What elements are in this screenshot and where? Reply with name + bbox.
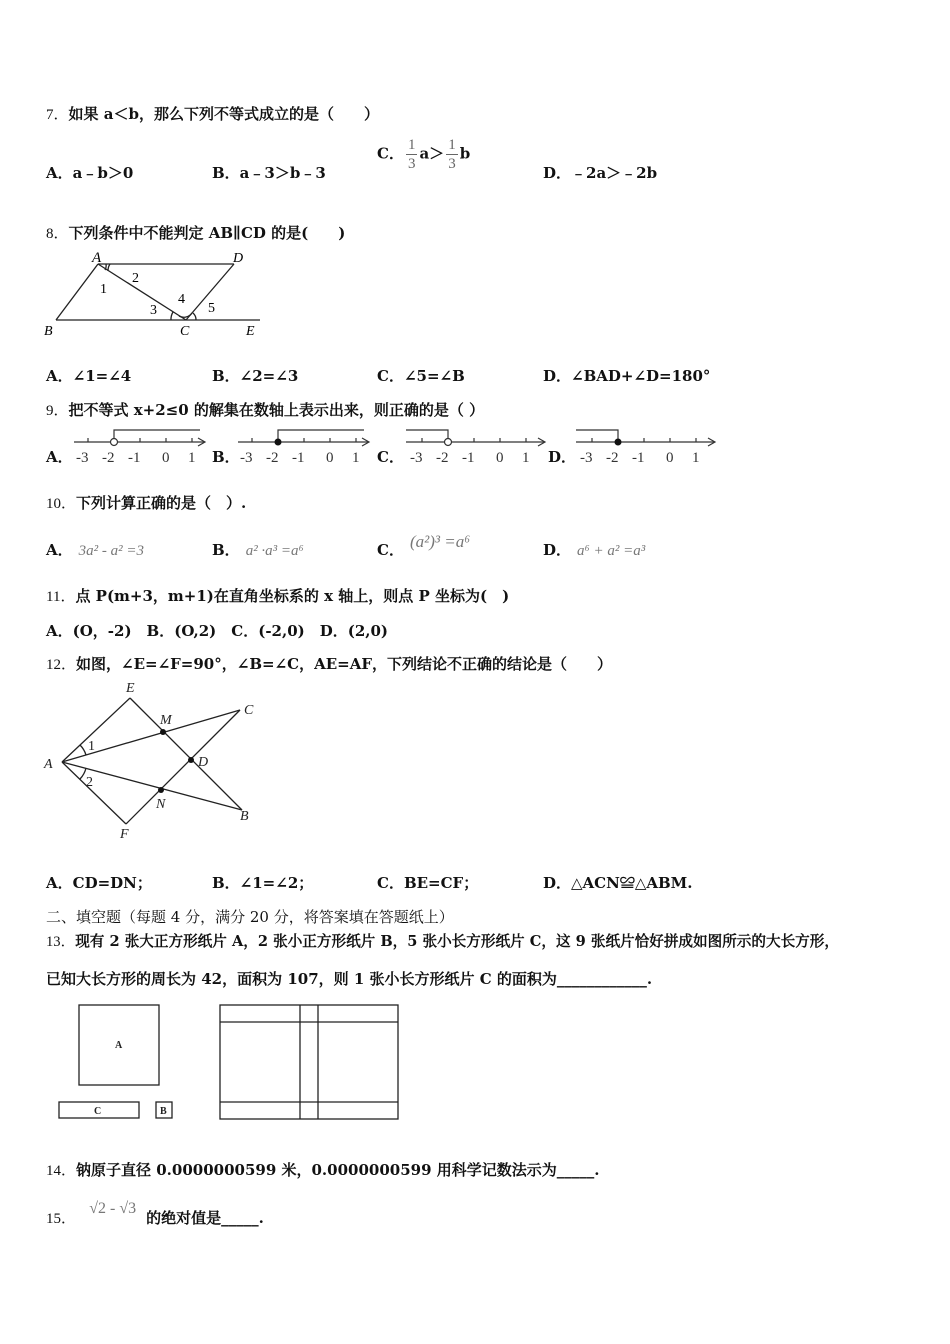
q8-angle-arc-5 <box>193 313 196 320</box>
q8-label: E <box>246 324 255 339</box>
q14-text: 钠原子直径 0.0000000599 米，0.0000000599 用科学记数法示为_____. <box>76 1161 600 1179</box>
tick-label: -1 <box>632 450 645 466</box>
q9-option-b-label: B． <box>212 448 240 466</box>
tick-label: 0 <box>496 450 504 466</box>
q8-option-d: D．∠BAD+∠D=180° <box>543 367 711 385</box>
q12-label: A <box>44 757 53 772</box>
closed-dot <box>615 439 622 446</box>
q9-option-a-label: A． <box>46 448 73 466</box>
q7-option-c-mid: a＞ <box>419 144 445 163</box>
q9-stem <box>46 399 484 420</box>
q8-label: 1 <box>100 282 107 297</box>
q10-option-b-label: B． <box>212 541 240 559</box>
q15-expression: √2 - √3 <box>89 1200 137 1217</box>
point-n <box>158 787 164 793</box>
q9-option-c-label: C． <box>377 448 404 466</box>
tick-label: -2 <box>436 450 449 466</box>
q11-text: 点 P(m+3，m+1)在直角坐标系的 x 轴上，则点 P 坐标为( ) <box>75 587 510 605</box>
q7-option-c-fraction-1: $\frac{1}{3}$ <box>407 137 416 172</box>
tick-label: 0 <box>162 450 170 466</box>
q10-option-b <box>212 539 304 560</box>
q14-stem <box>46 1159 599 1180</box>
q7-number: 7． <box>46 107 69 123</box>
q9-number-line-b <box>234 424 374 466</box>
q12-option-d: D．△ACN≌△ABM. <box>543 874 693 892</box>
tick-label: -2 <box>102 450 115 466</box>
q10-option-d-expr: a⁶ + a² =a³ <box>577 543 646 559</box>
q9-number-line-a <box>70 424 210 466</box>
q8-option-a: A．∠1=∠4 <box>46 367 132 385</box>
q12-option-b: B．∠1=∠2； <box>212 874 314 892</box>
q8-line-ac <box>98 264 186 320</box>
q12-label: C <box>244 703 254 718</box>
q12-stem <box>46 653 612 674</box>
q8-angle-arc-1 <box>105 264 106 270</box>
q7-option-c-fraction-2: $\frac{1}{3}$ <box>448 137 456 172</box>
q7-option-d: D．﹣2a＞﹣2b <box>543 164 658 182</box>
tick-label: -3 <box>240 450 253 466</box>
q13-figure <box>56 1000 406 1124</box>
q12-label: 1 <box>88 739 95 754</box>
q12-label: B <box>240 809 249 824</box>
q8-label: D <box>233 251 244 266</box>
open-dot <box>445 439 452 446</box>
square-b-label: B <box>160 1106 167 1117</box>
q12-option-a: A．CD=DN； <box>46 874 152 892</box>
tick-label: -2 <box>266 450 279 466</box>
q14-number: 14． <box>46 1163 77 1179</box>
q11-options: A．(O，-2) B．(O,2) C．(-2,0) D．(2,0) <box>46 622 389 640</box>
q13-line-1: 现有 2 张大正方形纸片 A，2 张小正方形纸片 B，5 张小长方形纸片 C，这 9 张纸片恰好拼成如图所示的大长方形， <box>75 933 839 950</box>
q8-option-c: C．∠5=∠B <box>377 367 465 385</box>
q9-text: 把不等式 x+2≤0 的解集在数轴上表示出来，则正确的是（ ） <box>68 401 485 419</box>
q9-number-line-c <box>402 424 550 466</box>
q13-number: 13． <box>46 934 76 950</box>
q11-stem <box>46 585 509 606</box>
q8-label: A <box>92 250 102 266</box>
section-2-title: 二、填空题（每题 4 分，满分 20 分，将答案填在答题纸上） <box>46 908 454 926</box>
q7-text: 如果 a＜b，那么下列不等式成立的是（ ） <box>68 105 379 123</box>
q8-angle-arc-2 <box>108 264 110 271</box>
q10-stem <box>46 492 246 513</box>
q7-option-c <box>377 136 470 173</box>
q12-label: M <box>160 713 172 728</box>
q8-option-b: B．∠2=∠3 <box>212 367 299 385</box>
q8-figure <box>40 246 270 342</box>
q12-label: E <box>126 681 135 696</box>
q8-line-ab <box>56 264 98 320</box>
q10-option-a-label: A． <box>46 541 73 559</box>
rect-c-label: C <box>94 1106 102 1117</box>
q12-label: N <box>156 797 166 812</box>
tick-label: -3 <box>580 450 593 466</box>
q8-label: 5 <box>208 301 215 316</box>
q12-option-c: C．BE=CF； <box>377 874 479 892</box>
q8-angle-arc-4 <box>179 313 192 317</box>
q13-line-2: 已知大长方形的周长为 42，面积为 107，则 1 张小长方形纸片 C 的面积为____________. <box>46 970 653 988</box>
square-a-label: A <box>115 1040 123 1051</box>
q11-number: 11． <box>46 589 76 605</box>
q8-label: B <box>44 324 53 339</box>
point-d <box>188 757 194 763</box>
q8-stem <box>46 222 345 243</box>
q12-label: D <box>198 755 209 770</box>
tick-label: 1 <box>188 450 196 466</box>
q8-angle-arc-3 <box>171 312 173 320</box>
q7-option-c-label: C． <box>377 144 404 163</box>
q10-option-d-label: D． <box>543 541 572 559</box>
tick-label: 1 <box>692 450 700 466</box>
q8-label: 4 <box>178 292 185 307</box>
q9-number-line-d <box>572 424 720 466</box>
q8-label: 3 <box>150 303 157 318</box>
tick-label: -3 <box>410 450 423 466</box>
q8-number: 8． <box>46 226 69 242</box>
q10-option-c-label: C． <box>377 541 404 559</box>
q12-number: 12． <box>46 657 77 673</box>
q10-number: 10． <box>46 496 77 512</box>
tick-label: -1 <box>128 450 141 466</box>
tick-label: 1 <box>522 450 530 466</box>
q15-number: 15． <box>46 1211 77 1227</box>
q12-figure <box>40 678 270 844</box>
q12-label: 2 <box>86 775 93 790</box>
q8-label: 2 <box>132 271 139 286</box>
q15-stem <box>46 1200 264 1228</box>
q7-option-a: A．a﹣b＞0 <box>46 164 134 182</box>
tick-label: -3 <box>76 450 89 466</box>
q10-option-a-expr: 3a² - a² =3 <box>78 543 145 559</box>
tick-label: -2 <box>606 450 619 466</box>
q10-option-d <box>543 539 645 560</box>
open-dot <box>111 439 118 446</box>
q12-angle-arc-1 <box>80 745 86 755</box>
tick-label: -1 <box>462 450 475 466</box>
q7-stem <box>46 103 379 124</box>
q12-line-af <box>62 762 126 824</box>
q13-stem-line-1 <box>46 930 839 951</box>
q10-text: 下列计算正确的是（ ）. <box>76 494 247 512</box>
q10-option-b-expr: a² ·a³ =a⁶ <box>245 543 304 559</box>
q9-option-d-label: D． <box>548 448 577 466</box>
q7-option-c-end: b <box>459 144 471 163</box>
tick-label: -1 <box>292 450 305 466</box>
q10-option-a <box>46 539 144 560</box>
q12-label: F <box>120 827 129 842</box>
q9-number: 9． <box>46 403 69 419</box>
tick-label: 1 <box>352 450 360 466</box>
point-m <box>160 729 166 735</box>
closed-dot <box>275 439 282 446</box>
q7-option-b: B．a﹣3＞b﹣3 <box>212 164 326 182</box>
tick-label: 0 <box>666 450 674 466</box>
q15-text: 的绝对值是_____. <box>146 1209 264 1227</box>
q10-option-c <box>377 532 471 560</box>
q8-label: C <box>180 324 190 339</box>
tick-label: 0 <box>326 450 334 466</box>
q8-text: 下列条件中不能判定 AB∥CD 的是( ) <box>68 224 346 242</box>
q10-option-c-expr: (a²)³ =a⁶ <box>409 532 471 551</box>
q12-text: 如图，∠E=∠F=90°，∠B=∠C，AE=AF，下列结论不正确的结论是（ ） <box>76 655 612 673</box>
